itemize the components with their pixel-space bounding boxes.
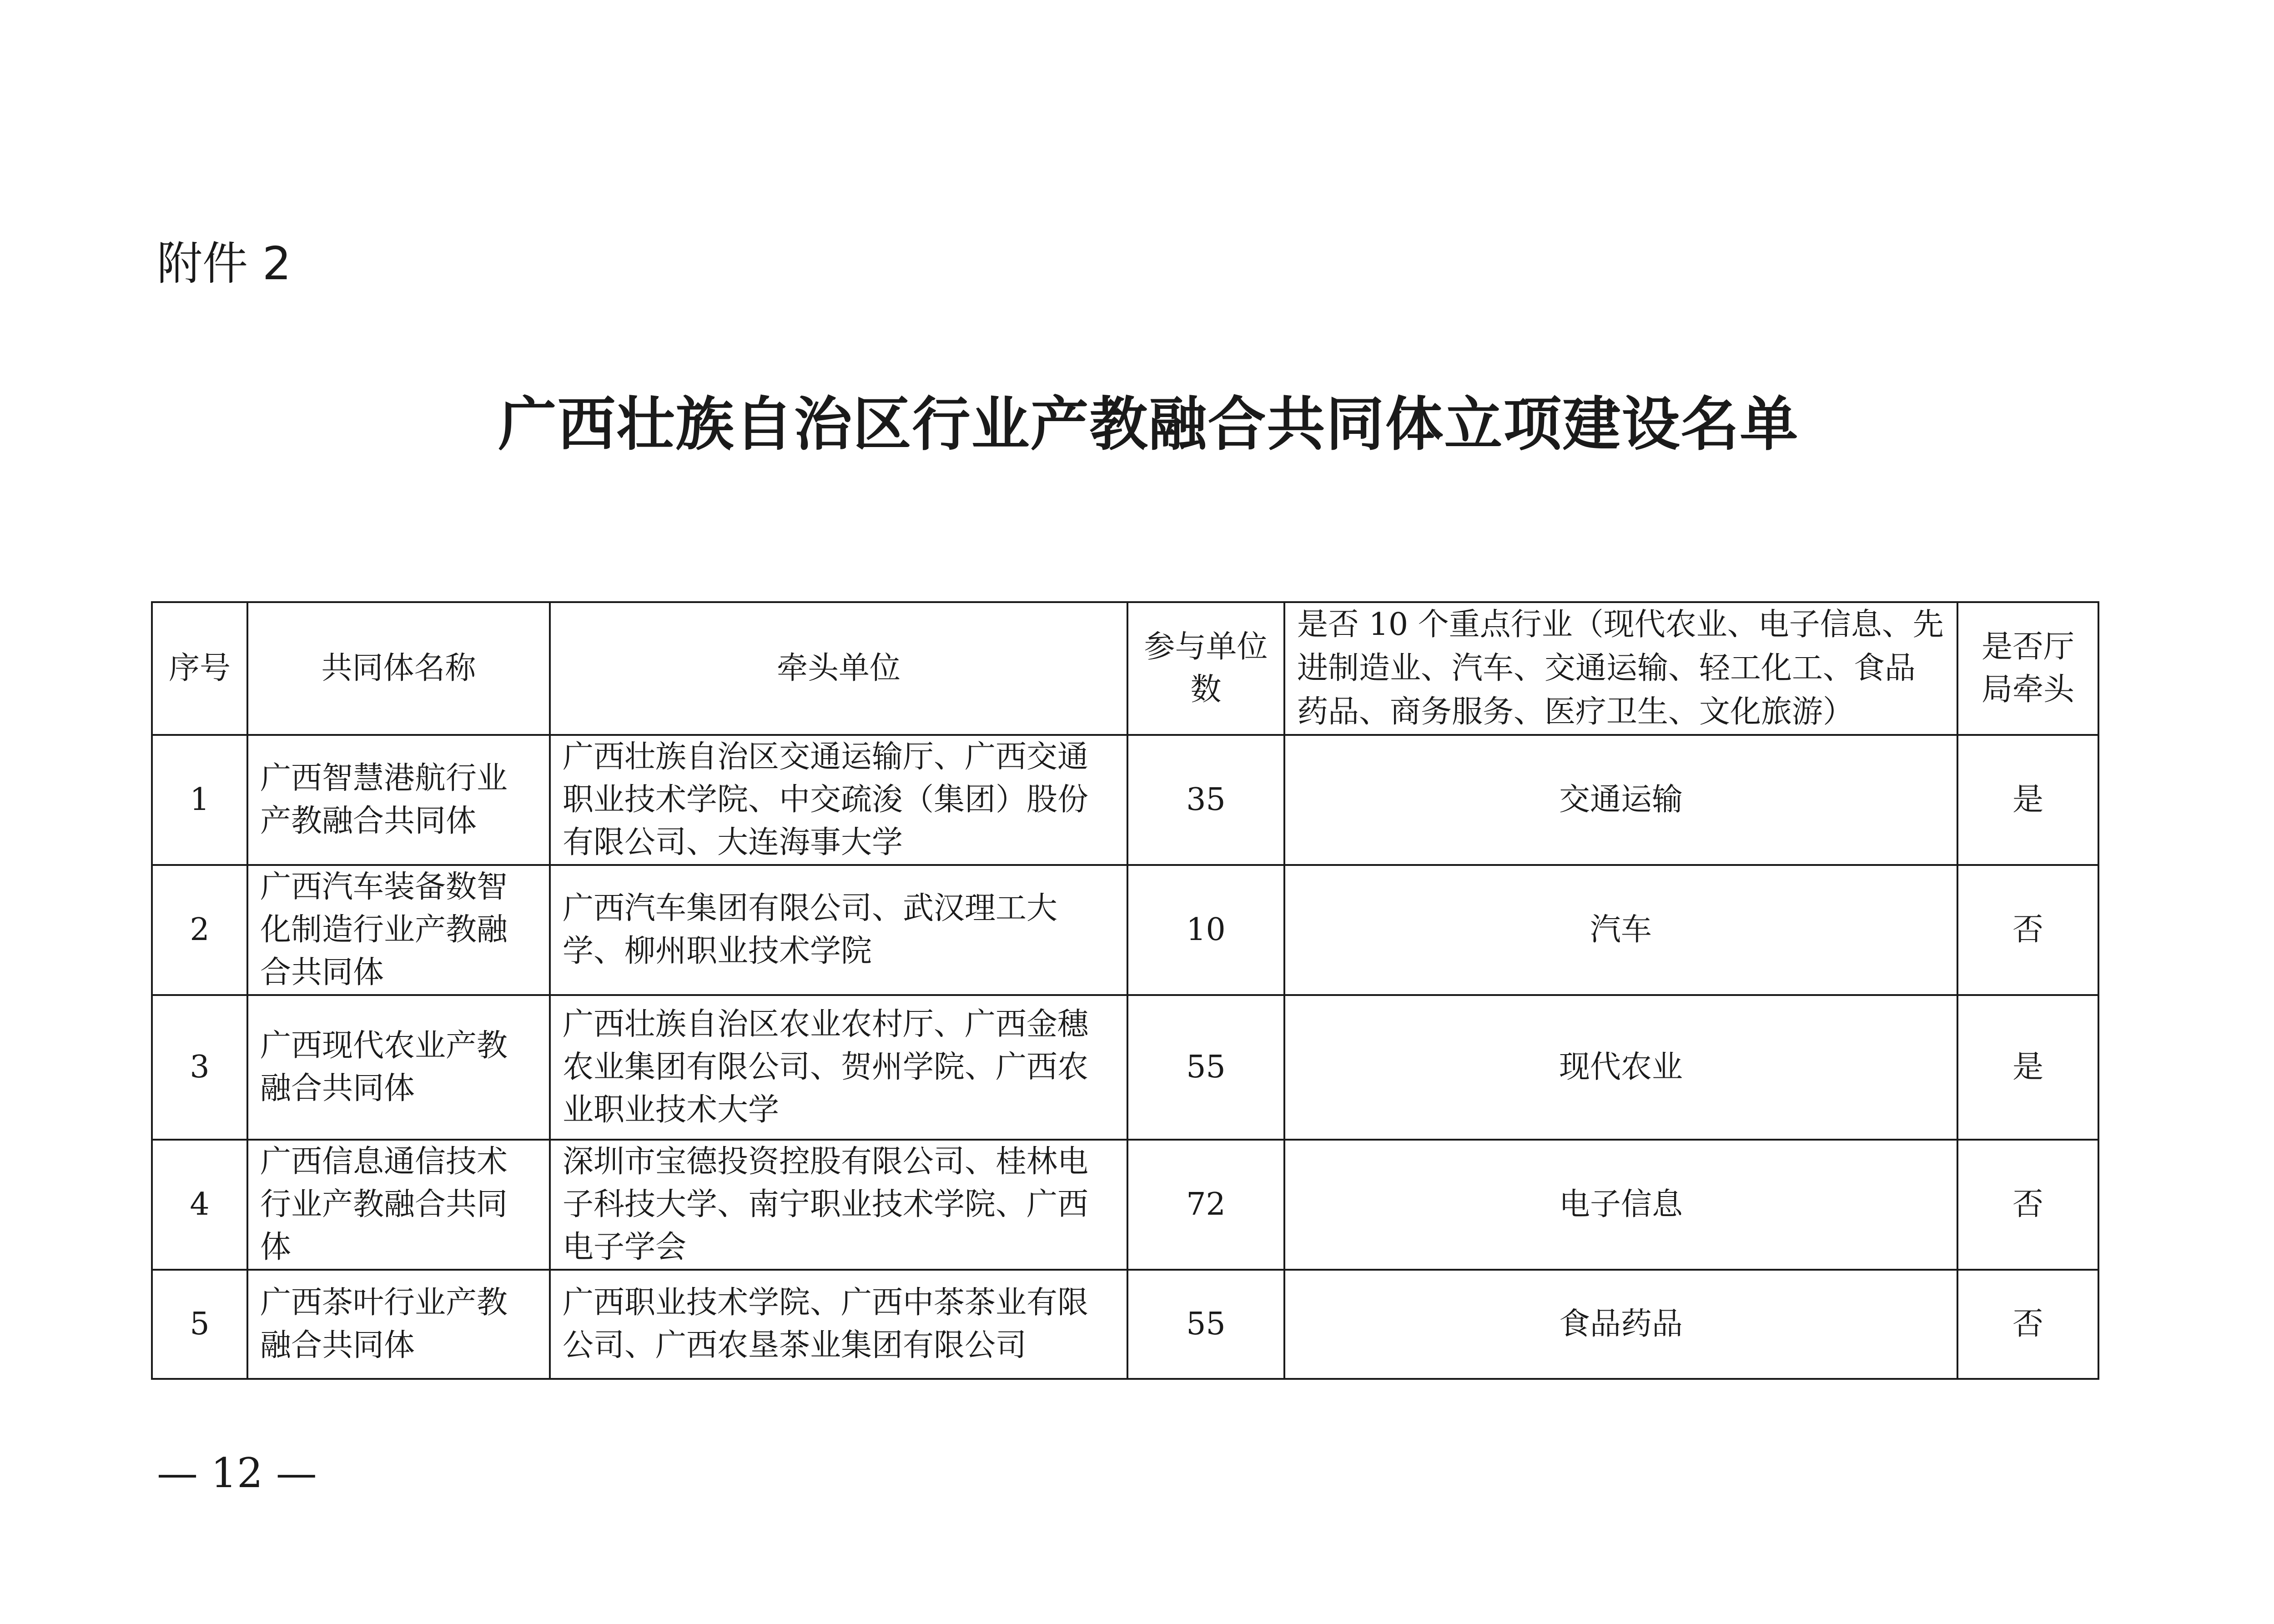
lead-units: 广西职业技术学院、广西中茶茶业有限公司、广西农垦茶业集团有限公司 bbox=[550, 1270, 1127, 1379]
header-key-industry: 是否 10 个重点行业（现代农业、电子信息、先进制造业、汽车、交通运输、轻工化工、食品药品、商务服务、医疗卫生、文化旅游） bbox=[1284, 602, 1957, 735]
header-participant-count: 参与单位数 bbox=[1127, 602, 1284, 735]
row-number: 4 bbox=[152, 1140, 247, 1270]
lead-units: 广西汽车集团有限公司、武汉理工大学、柳州职业技术学院 bbox=[550, 865, 1127, 995]
header-number: 序号 bbox=[152, 602, 247, 735]
department-lead: 否 bbox=[1957, 1140, 2098, 1270]
key-industry: 现代农业 bbox=[1284, 995, 1957, 1140]
department-lead: 是 bbox=[1957, 995, 2098, 1140]
header-department-lead: 是否厅局牵头 bbox=[1957, 602, 2098, 735]
table-row bbox=[152, 735, 2098, 865]
table-header-row bbox=[152, 602, 2098, 735]
participant-count: 55 bbox=[1127, 1270, 1284, 1379]
header-name: 共同体名称 bbox=[247, 602, 550, 735]
department-lead: 否 bbox=[1957, 865, 2098, 995]
key-industry: 电子信息 bbox=[1284, 1140, 1957, 1270]
row-number: 5 bbox=[152, 1270, 247, 1379]
participant-count: 10 bbox=[1127, 865, 1284, 995]
attachment-label: 附件 2 bbox=[157, 237, 292, 290]
row-number: 3 bbox=[152, 995, 247, 1140]
lead-units: 广西壮族自治区交通运输厅、广西交通职业技术学院、中交疏浚（集团）股份有限公司、大连海事大学 bbox=[550, 735, 1127, 865]
community-list-table bbox=[151, 601, 2099, 1380]
department-lead: 是 bbox=[1957, 735, 2098, 865]
community-name: 广西智慧港航行业产教融合共同体 bbox=[247, 735, 550, 865]
participant-count: 35 bbox=[1127, 735, 1284, 865]
participant-count: 55 bbox=[1127, 995, 1284, 1140]
table-row bbox=[152, 995, 2098, 1140]
page-number: — 12 — bbox=[157, 1449, 317, 1497]
table-row bbox=[152, 865, 2098, 995]
key-industry: 食品药品 bbox=[1284, 1270, 1957, 1379]
header-lead-units: 牵头单位 bbox=[550, 602, 1127, 735]
key-industry: 汽车 bbox=[1284, 865, 1957, 995]
row-number: 1 bbox=[152, 735, 247, 865]
community-name: 广西现代农业产教融合共同体 bbox=[247, 995, 550, 1140]
row-number: 2 bbox=[152, 865, 247, 995]
key-industry: 交通运输 bbox=[1284, 735, 1957, 865]
community-name: 广西茶叶行业产教融合共同体 bbox=[247, 1270, 550, 1379]
participant-count: 72 bbox=[1127, 1140, 1284, 1270]
document-title: 广西壮族自治区行业产教融合共同体立项建设名单 bbox=[498, 391, 1799, 458]
lead-units: 深圳市宝德投资控股有限公司、桂林电子科技大学、南宁职业技术学院、广西电子学会 bbox=[550, 1140, 1127, 1270]
department-lead: 否 bbox=[1957, 1270, 2098, 1379]
lead-units: 广西壮族自治区农业农村厅、广西金穗农业集团有限公司、贺州学院、广西农业职业技术大学 bbox=[550, 995, 1127, 1140]
table-row bbox=[152, 1270, 2098, 1379]
community-name: 广西汽车装备数智化制造行业产教融合共同体 bbox=[247, 865, 550, 995]
community-name: 广西信息通信技术行业产教融合共同体 bbox=[247, 1140, 550, 1270]
table-row bbox=[152, 1140, 2098, 1270]
